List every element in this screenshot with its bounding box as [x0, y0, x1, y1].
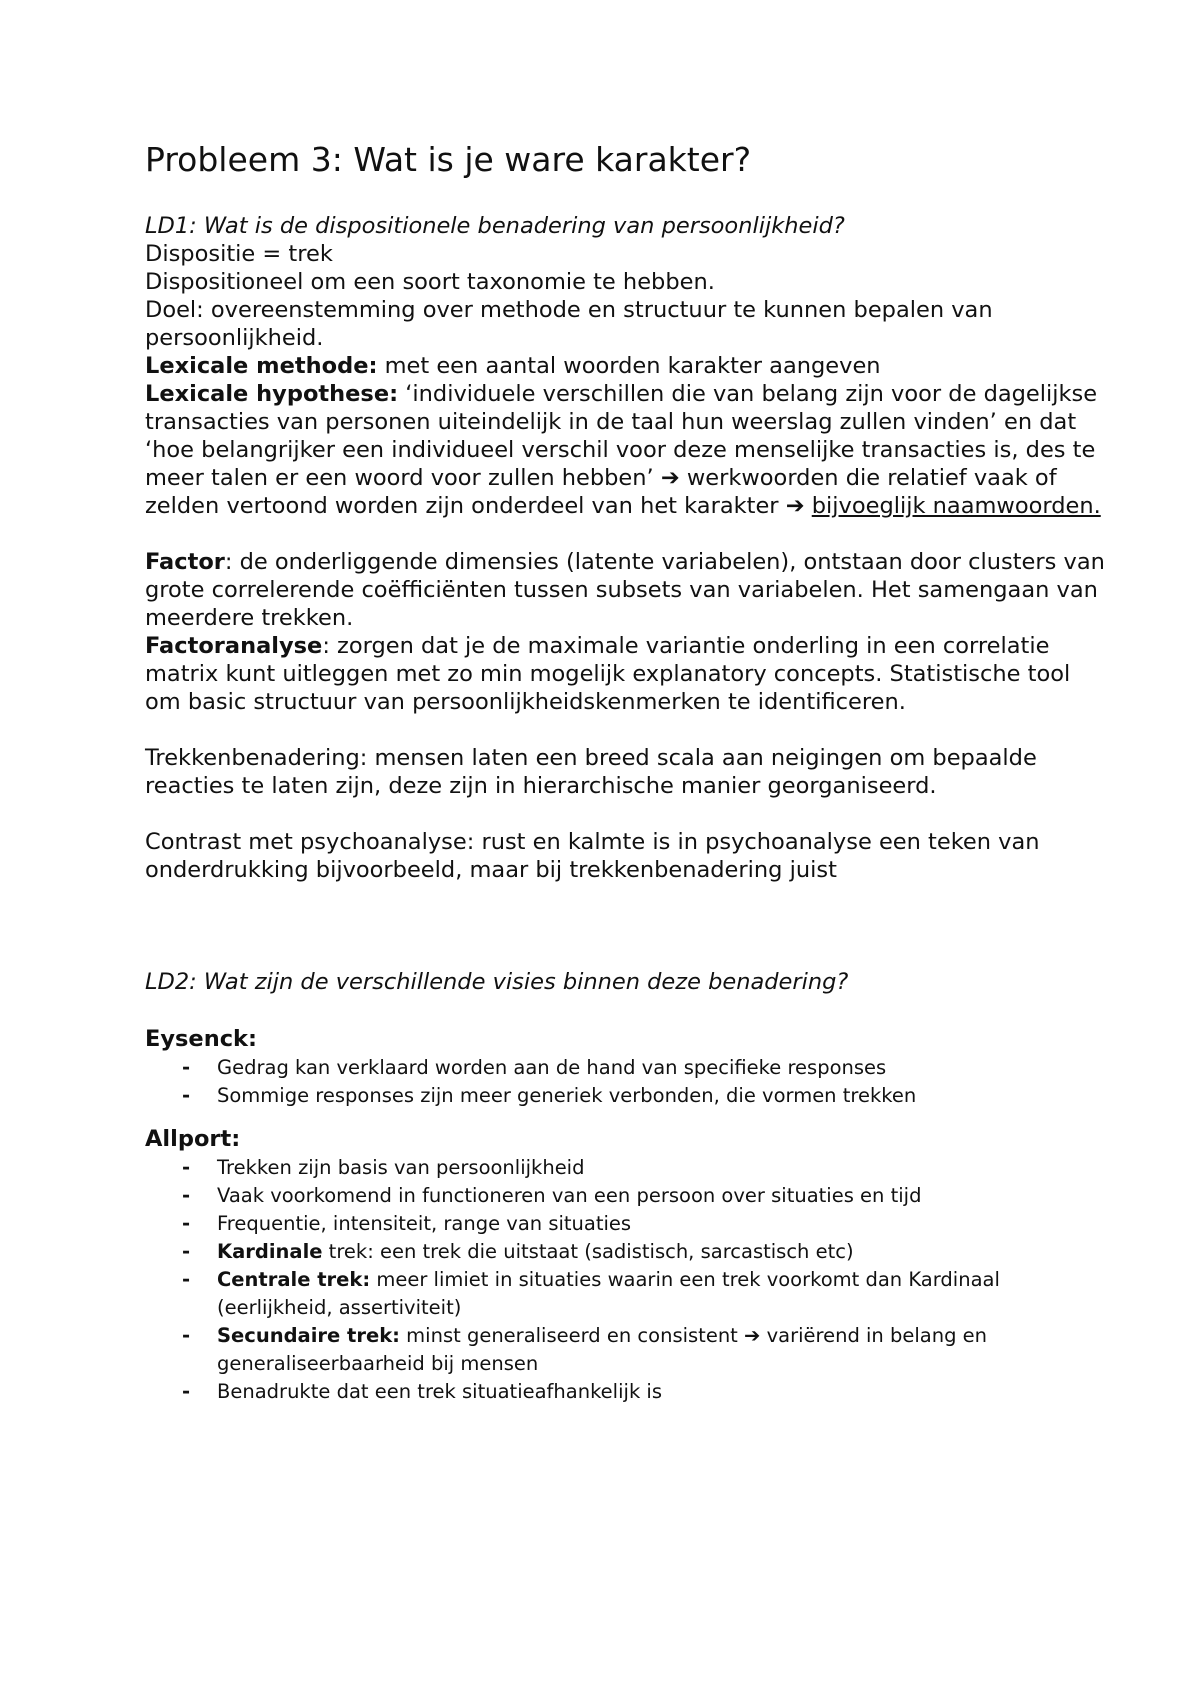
- paragraph-contrast: Contrast met psychoanalyse: rust en kalmte is in psychoanalyse een teken van onderdrukking bijvoorbeeld, maar bij trekkenbenadering juist: [145, 828, 1040, 883]
- paragraph-dispositie: Dispositie = trek: [145, 240, 333, 267]
- eysenck-heading: Eysenck:: [145, 1025, 258, 1052]
- lexicale-methode-text: met een aantal woorden karakter aangeven: [377, 352, 881, 379]
- centrale-trek-label: Centrale trek:: [217, 1267, 371, 1291]
- secundaire-trek-text-2: variërend in belang en generaliseerbaarheid bij mensen: [217, 1323, 988, 1375]
- paragraph-factor: [145, 548, 1105, 632]
- arrow-right-icon: ➔: [785, 492, 805, 519]
- paragraph-dispositioneel: Dispositioneel om een soort taxonomie te hebben.: [145, 268, 715, 295]
- paragraph-lexicale-methode: [145, 352, 1105, 380]
- kardinale-text: trek: een trek die uitstaat (sadistisch, sarcastisch etc): [322, 1239, 854, 1263]
- list-item: - Frequentie, intensiteit, range van situaties: [182, 1210, 1105, 1238]
- list-item: - Sommige responses zijn meer generiek verbonden, die vormen trekken: [182, 1082, 1105, 1110]
- centrale-trek-text: meer limiet in situaties waarin een trek voorkomt dan Kardinaal (eerlijkheid, assertiviteit): [217, 1267, 1000, 1319]
- factoranalyse-label: Factoranalyse: [145, 632, 323, 659]
- paragraph-trekkenbenadering: Trekkenbenadering: mensen laten een breed scala aan neigingen om bepaalde reacties te laten zijn, deze zijn in hierarchische manier georganiseerd.: [145, 744, 1037, 799]
- secundaire-trek-label: Secundaire trek:: [217, 1323, 400, 1347]
- eysenck-list: [145, 1054, 1105, 1110]
- secundaire-trek-text: minst generaliseerd en consistent: [399, 1323, 745, 1347]
- paragraph-doel: Doel: overeenstemming over methode en structuur te kunnen bepalen van persoonlijkheid.: [145, 296, 993, 351]
- lexicale-hypothese-text: ‘individuele verschillen die van belang zijn voor de dagelijkse transacties van personen uiteindelijk in de taal hun weerslag zullen vinden’ en dat ‘hoe belangrijker een individueel verschil voor deze menselijke transacties is, des te meer talen er een woord voor zullen hebben’: [145, 380, 1098, 491]
- paragraph-factoranalyse: [145, 632, 1105, 716]
- allport-heading: Allport:: [145, 1125, 241, 1152]
- lexicale-hypothese-text-2: werkwoorden die relatief vaak of zelden vertoond worden zijn onderdeel van het karakter: [145, 464, 1057, 519]
- underlined-term: bijvoeglijk naamwoorden.: [811, 492, 1101, 519]
- lexicale-methode-label: Lexicale methode:: [145, 352, 378, 379]
- arrow-right-icon: ➔: [744, 1323, 761, 1347]
- ld2-question: LD2: Wat zijn de verschillende visies binnen deze benadering?: [145, 968, 849, 995]
- document-page: [145, 140, 1105, 1406]
- allport-list: [145, 1154, 1105, 1406]
- lexicale-hypothese-label: Lexicale hypothese:: [145, 380, 399, 407]
- ld1-question: LD1: Wat is de dispositionele benadering van persoonlijkheid?: [145, 212, 845, 239]
- arrow-right-icon: ➔: [660, 464, 680, 491]
- page-title: Probleem 3: Wat is je ware karakter?: [145, 140, 752, 179]
- list-item: [182, 1322, 1105, 1378]
- list-item: - Gedrag kan verklaard worden aan de hand van specifieke responses: [182, 1054, 1105, 1082]
- list-item: - Vaak voorkomend in functioneren van een persoon over situaties en tijd: [182, 1182, 1105, 1210]
- list-item: [182, 1238, 1105, 1266]
- list-item: - Benadrukte dat een trek situatieafhankelijk is: [182, 1378, 1105, 1406]
- factor-label: Factor: [145, 548, 225, 575]
- list-item: [182, 1266, 1105, 1322]
- kardinale-label: Kardinale: [217, 1239, 323, 1263]
- factor-text: : de onderliggende dimensies (latente variabelen), ontstaan door clusters van grote correlerende coëfficiënten tussen subsets van variabelen. Het samengaan van meerdere trekken.: [145, 548, 1105, 631]
- factoranalyse-text: : zorgen dat je de maximale variantie onderling in een correlatie matrix kunt uitleggen met zo min mogelijk explanatory concepts. Statistische tool om basic structuur van persoonlijkheidskenmerken te identificeren.: [145, 632, 1071, 715]
- list-item: - Trekken zijn basis van persoonlijkheid: [182, 1154, 1105, 1182]
- paragraph-lexicale-hypothese: [145, 380, 1105, 520]
